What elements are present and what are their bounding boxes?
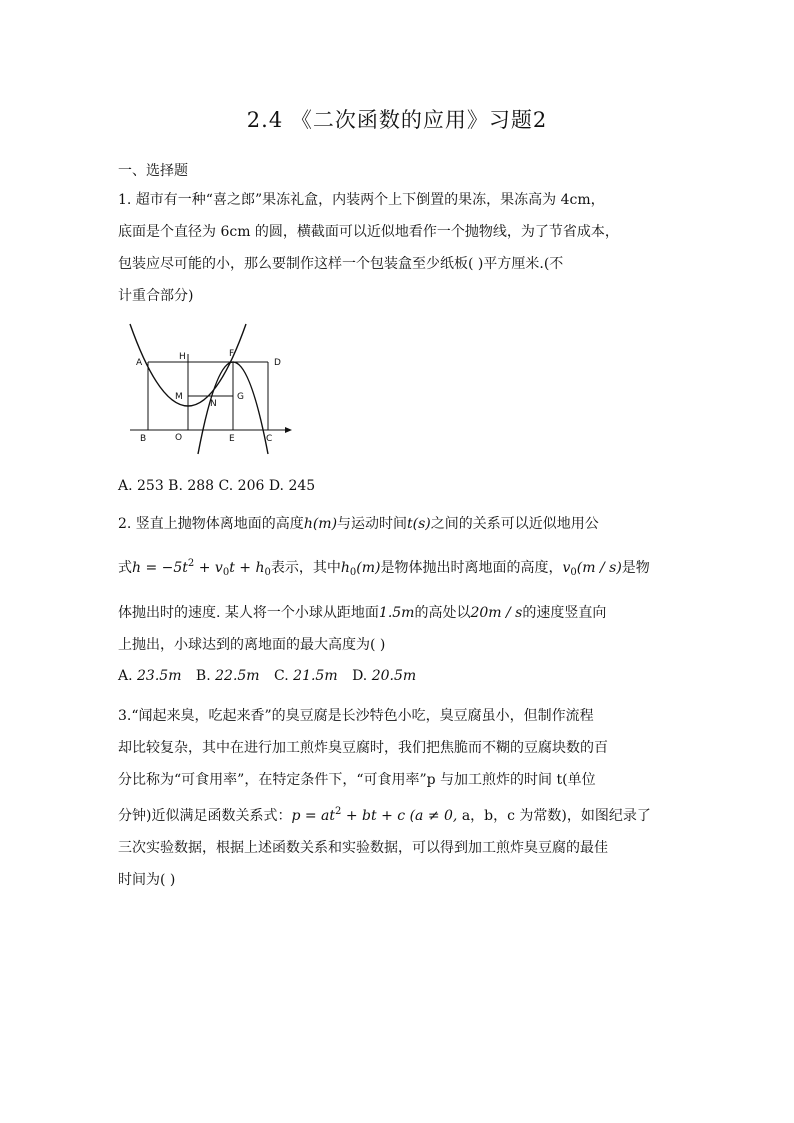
q2-speed-value: 20m / s xyxy=(470,605,523,621)
q2-options xyxy=(118,668,426,684)
q2-option-b-value: 22.5m xyxy=(215,668,260,684)
q2-formula xyxy=(132,560,271,576)
q2-formula-part-b: + v xyxy=(194,560,223,576)
q2-option-d xyxy=(352,668,416,684)
question-1-text xyxy=(118,184,680,312)
q3-formula-part-a: p = at xyxy=(291,808,336,824)
q2-text-9: 的高处以 xyxy=(414,605,471,621)
q2-text-6: 是物体抛出时离地面的高度， xyxy=(380,560,563,576)
label-c: C xyxy=(266,434,273,444)
label-h: H xyxy=(179,352,186,362)
q2-option-b xyxy=(196,668,260,684)
q2-line-4: 上抛出，小球达到的离地面的最大高度为( ) xyxy=(118,637,386,653)
q3-text-4b: a，b，c 为常数)，如图纪录了 xyxy=(457,808,651,824)
q2-option-d-label: D. xyxy=(352,668,368,684)
q3-condition: (a ≠ 0, xyxy=(409,808,458,824)
q2-line-2 xyxy=(118,548,680,589)
q2-h-m: h(m) xyxy=(303,516,338,532)
q3-line-2: 却比较复杂，其中在进行加工煎炸臭豆腐时，我们把焦脆而不糊的豆腐块数的百 xyxy=(118,740,608,756)
label-b: B xyxy=(140,434,147,444)
q2-option-d-value: 20.5m xyxy=(371,668,417,684)
q2-h0-sub: 0 xyxy=(349,567,357,578)
q1-line-4: 计重合部分) xyxy=(118,288,194,304)
q2-option-b-label: B. xyxy=(195,668,211,684)
label-m: M xyxy=(175,392,183,402)
q2-option-a-value: 23.5m xyxy=(137,668,182,684)
parabola-diagram xyxy=(118,318,298,458)
q3-line-4 xyxy=(118,796,680,832)
q2-v0-symbol: v xyxy=(562,560,571,576)
q2-formula-sub-h: 0 xyxy=(264,567,271,578)
q2-option-c xyxy=(274,668,338,684)
q2-option-c-value: 21.5m xyxy=(293,668,338,684)
q3-formula xyxy=(291,808,405,824)
q2-h0 xyxy=(341,560,381,576)
q2-height-value: 1.5m xyxy=(378,605,415,621)
q2-formula-part-c: t + h xyxy=(229,560,265,576)
label-d: D xyxy=(274,358,281,368)
q2-text-10: 的速度竖直向 xyxy=(522,605,607,621)
q2-text-8: 体抛出时的速度. 某人将一个小球从距地面 xyxy=(118,605,379,621)
q3-line-6: 时间为( ) xyxy=(118,872,176,888)
question-3-text xyxy=(118,700,680,896)
q2-formula-part-a: h = −5t xyxy=(132,560,188,576)
q2-v0-sub: 0 xyxy=(570,567,577,578)
q3-line-1: 3.“闻起来臭，吃起来香”的臭豆腐是长沙特色小吃，臭豆腐虽小，但制作流程 xyxy=(118,708,594,724)
q2-formula-sub-v: 0 xyxy=(222,567,230,578)
x-axis-arrow xyxy=(285,427,292,433)
q1-options: A. 253 B. 288 C. 206 D. 245 xyxy=(118,478,316,494)
q2-option-a-label: A. xyxy=(118,668,133,684)
q2-formula-square: 2 xyxy=(187,558,195,569)
q1-line-1: 1. 超市有一种“喜之郎”果冻礼盒，内装两个上下倒置的果冻，果冻高为 4cm， xyxy=(118,192,605,208)
q2-option-a xyxy=(118,668,181,684)
q2-text-1: 2. 竖直上抛物体离地面的高度 xyxy=(118,516,304,532)
q2-option-c-label: C. xyxy=(274,668,289,684)
q2-text-2: 与运动时间 xyxy=(337,516,408,532)
q2-t-s: t(s) xyxy=(407,516,431,532)
q3-line-3: 分比称为“可食用率”，在特定条件下，“可食用率”p 与加工煎炸的时间 t(单位 xyxy=(118,772,596,788)
question-2-text xyxy=(118,508,680,661)
q2-h0-unit: (m) xyxy=(356,560,381,576)
q3-text-4a: 分钟)近似满足函数关系式： xyxy=(118,808,292,824)
label-a: A xyxy=(136,358,143,368)
q2-text-4: 式 xyxy=(118,560,132,576)
q2-text-5: 表示，其中 xyxy=(270,560,341,576)
q2-v0-unit: (m / s) xyxy=(576,560,622,576)
label-f: F xyxy=(229,349,235,359)
q3-formula-part-b: + bt + c xyxy=(341,808,406,824)
q3-formula-square: 2 xyxy=(335,806,342,817)
q2-h0-symbol: h xyxy=(340,560,350,576)
label-o: O xyxy=(175,433,183,443)
label-e: E xyxy=(229,434,235,444)
q1-line-2: 底面是个直径为 6cm 的圆，横截面可以近似地看作一个抛物线，为了节省成本， xyxy=(118,224,619,240)
section-heading: 一、选择题 xyxy=(118,163,188,179)
q2-line-3 xyxy=(118,597,680,629)
q3-line-5: 三次实验数据，根据上述函数关系和实验数据，可以得到加工煎炸臭豆腐的最佳 xyxy=(118,840,608,856)
q2-line-1 xyxy=(118,508,680,540)
page-title: 2.4 《二次函数的应用》习题2 xyxy=(246,108,548,132)
q2-text-7: 是物 xyxy=(621,560,650,576)
q1-line-3: 包装应尽可能的小，那么要制作这样一个包装盒至少纸板( )平方厘米.(不 xyxy=(118,256,564,272)
q1-parabola-figure xyxy=(118,318,298,458)
q2-v0 xyxy=(562,560,621,576)
q2-text-3: 之间的关系可以近似地用公 xyxy=(430,516,599,532)
label-g: G xyxy=(237,392,244,402)
label-n: N xyxy=(210,399,217,409)
